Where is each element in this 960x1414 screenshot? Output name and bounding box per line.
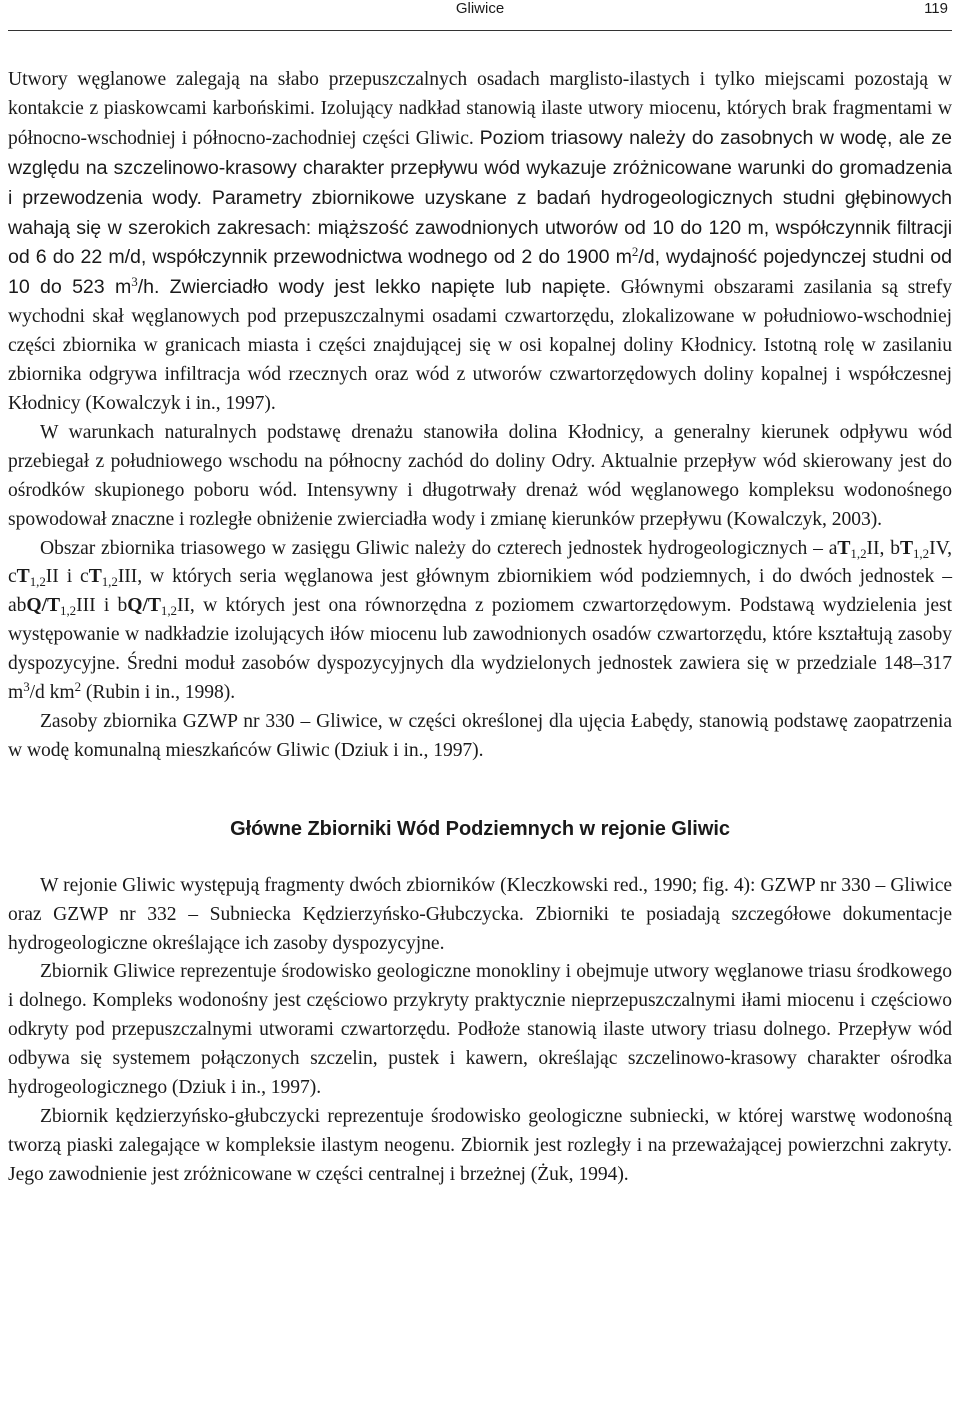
- text-run: T: [88, 566, 102, 588]
- text-run: 1,2: [101, 574, 118, 590]
- text-run: Zbiornik Gliwice reprezentuje środowisko geologiczne monokliny i obejmuje utwory węglanowe triasu środkowego i dolnego. Kompleks wodonośny jest częściowo przykryty praktycznie nieprzepuszczalnymi iłami miocenu i częściowo odkryty pod przepuszczalnymi utworami czwartorzędu. Podłoże stanowią ilaste utwory triasu dolnego. Przepływ wód odbywa się systemem połączonych szczelin, pustek i kawern, określając szczelinowo-krasowy charakter ośrodka hydrogeologicznego (Dziuk i in., 1997).: [8, 961, 952, 1099]
- paragraph: [8, 66, 952, 419]
- text-run: 1,2: [60, 603, 77, 619]
- page-body: [8, 66, 952, 1190]
- text-run: II, b: [866, 537, 900, 559]
- text-run: W warunkach naturalnych podstawę drenażu stanowiła dolina Kłodnicy, a generalny kierunek odpływu wód przebiegał z południowego wschodu na północny zachód do doliny Odry. Aktualnie przepływ wód skierowany jest do ośrodków skupionego poboru wód. Intensywny i długotrwały drenaż wód węglanowego kompleksu wodonośnego spowodował znaczne i rozległe obniżenie zwierciadła wody i zmianę kierunków przepływu (Kowalczyk, 2003).: [8, 421, 952, 530]
- text-run: IV, c: [8, 537, 952, 588]
- section-one: [8, 66, 952, 766]
- section-heading: Główne Zbiorniki Wód Podziemnych w rejonie Gliwic: [230, 817, 730, 840]
- text-run: III, w których seria węglanowa jest głównym zbiornikiem wód podziemnych, i do dwóch jednostek – ab: [8, 566, 952, 617]
- text-run: T: [837, 537, 851, 559]
- page-number: 119: [924, 0, 948, 17]
- text-run: Q/T: [127, 595, 161, 617]
- text-run: /h. Zwierciadło wody jest lekko napięte lub napięte.: [137, 276, 611, 299]
- text-run: /d km: [29, 682, 75, 704]
- text-run: 2: [631, 244, 639, 260]
- running-title: Gliwice: [455, 0, 505, 17]
- text-run: III i b: [76, 595, 128, 617]
- paragraph: [8, 708, 952, 766]
- page-header: [8, 0, 952, 31]
- section-two: [8, 872, 952, 1190]
- text-run: Q/T: [26, 595, 61, 617]
- paragraph: [8, 872, 952, 959]
- text-run: 3: [131, 274, 138, 290]
- text-run: Zbiornik kędzierzyńsko-głubczycki reprezentuje środowisko geologiczne subniecki, w której warstwę wodonośną tworzą piaski zalegające w kompleksie ilastym neogenu. Zbiornik jest rozległy i na przeważającej powierzchni zakryty. Jego zawodnienie jest zróżnicowane w części centralnej i brzeżnej (Żuk, 1994).: [8, 1106, 952, 1185]
- text-run: W rejonie Gliwic występują fragmenty dwóch zbiorników (Kleczkowski red., 1990; fig. 4): GZWP nr 330 – Gliwice oraz GZWP nr 332 – Subniecka Kędzierzyńsko-Głubczycka. Zbiorniki te posiadają szczegółowe dokumentacje hydrogeologiczne określające ich zasoby dyspozycyjne.: [8, 874, 952, 954]
- text-run: Obszar zbiornika triasowego w zasięgu Gliwic należy do czterech jednostek hydrogeologicznych – a: [40, 537, 838, 559]
- text-run: 1,2: [850, 545, 867, 561]
- text-run: (Rubin i in., 1998).: [81, 682, 236, 704]
- text-run: 1,2: [160, 603, 177, 619]
- text-run: /d, wydajność pojedynczej studni od 10 do 523 m: [8, 246, 952, 299]
- text-run: 1,2: [29, 574, 46, 590]
- text-run: Poziom triasowy należy do zasobnych w wodę, ale ze względu na szczelinowo-krasowy charakter przepływu wód wykazuje zróżnicowane warunki do gromadzenia i przewodzenia wody. Parametry zbiornikowe uzyskane z badań hydrogeologicznych studni głębinowych wahają się w szerokich zakresach: miąższość zawodnionych utworów od 10 do 120 m, współczynnik filtracji od 6 do 22 m/d, współczynnik przewodnictwa wodnego od 2 do 1900 m: [8, 126, 952, 269]
- text-run: T: [16, 566, 30, 588]
- paragraph: [8, 1103, 952, 1190]
- text-run: II, w których jest ona równorzędna z poziomem czwartorzędowym. Podstawą wydzielenia jest występowanie w nadkładzie izolujących iłów miocenu lub zawodnionych osadów czwartorzędu, które kształtują zasoby dyspozycyjne. Średni moduł zasobów dyspozycyjnych dla wydzielonych jednostek zawiera się w przedziale 148–317 m: [8, 595, 952, 704]
- text-run: 1,2: [912, 545, 930, 561]
- paragraph: [8, 419, 952, 535]
- text-run: 3: [23, 679, 30, 695]
- paragraph: [8, 958, 952, 1103]
- text-run: Utwory węglanowe zalegają na słabo przepuszczalnych osadach marglisto-ilastych i tylko miejscami pozostają w kontakcie z piaskowcami karbońskimi. Izolujący nadkład stanowią ilaste utwory miocenu, których brak fragmentami w północno-wschodniej i północno-zachodniej części Gliwic.: [8, 69, 952, 149]
- text-run: T: [899, 537, 913, 559]
- text-run: 2: [74, 679, 82, 695]
- text-run: Głównymi obszarami zasilania są strefy wychodni skał węglanowych pod przepuszczalnymi osadami czwartorzędu, zlokalizowane w południowo-wschodniej części zbiornika w granicach miasta i części znajdującej się w osi kopalnej doliny Kłodnicy. Istotną rolę w zasilaniu zbiornika odgrywa infiltracja wód rzecznych oraz wód z utworów czwartorzędowych doliny kopalnej i współczesnej Kłodnicy (Kowalczyk i in., 1997).: [8, 277, 953, 414]
- paragraph: [8, 535, 952, 708]
- text-run: II i c: [45, 566, 89, 588]
- text-run: Zasoby zbiornika GZWP nr 330 – Gliwice, w części określonej dla ujęcia Łabędy, stanowią podstawę zaopatrzenia w wodę komunalną mieszkańców Gliwic (Dziuk i in., 1997).: [8, 710, 952, 761]
